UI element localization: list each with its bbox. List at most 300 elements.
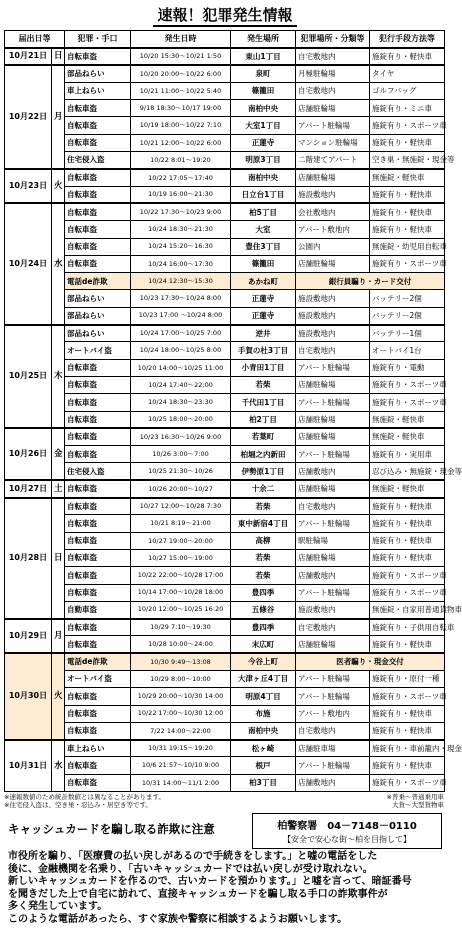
occurrence-datetime: 10/25 18:00～20:00: [131, 411, 231, 428]
crime-type: 部品ねらい: [65, 290, 131, 307]
occurrence-datetime: 10/20 15:30～10/21 1:50: [131, 48, 231, 65]
crime-site: 公園内: [296, 238, 370, 255]
crime-site: 店舗駐輪場: [296, 411, 370, 428]
header-method: 犯行手段方法等: [370, 31, 445, 48]
crime-type: 自転車盗: [65, 446, 131, 463]
table-row: [5, 152, 445, 169]
table-row: [5, 670, 445, 687]
crime-method: 施錠有り・スポーツ車: [370, 117, 445, 134]
crime-site: 店舗駐輪場: [296, 169, 370, 186]
occurrence-place: 柏堀之内新田: [231, 446, 296, 463]
occurrence-datetime: 10/26 3:00～7:00: [131, 446, 231, 463]
header-date: 届出日等: [5, 31, 65, 48]
crime-method: 施錠有り・スポーツ車: [370, 567, 445, 584]
occurrence-datetime: 10/21 12:00～10/22 6:00: [131, 134, 231, 151]
crime-site: 自宅敷地内: [296, 48, 370, 65]
warning-headline: キャッシュカードを騙し取る詐欺に注意: [8, 822, 215, 837]
warning-body-line: 多く発生しています。: [8, 901, 108, 913]
occurrence-place: 柏2丁目: [231, 411, 296, 428]
notes: [4, 793, 444, 809]
occurrence-datetime: 10/14 17:00～10/28 18:00: [131, 584, 231, 601]
occurrence-datetime: 10/20 20:00～10/22 6:00: [131, 65, 231, 82]
table-row: [5, 740, 445, 757]
occurrence-place: 正蓮寺: [231, 134, 296, 151]
table-row: [5, 532, 445, 549]
table-row: [5, 411, 445, 428]
occurrence-datetime: 10/22 17:05～17:40: [131, 169, 231, 186]
occurrence-datetime: 10/29 20:00～10/30 14:00: [131, 688, 231, 705]
table-row: [5, 653, 445, 670]
crime-type: 自転車盗: [65, 100, 131, 117]
occurrence-datetime: 10/24 18:00～10/25 8:00: [131, 342, 231, 359]
report-date: 10月27日: [5, 480, 52, 497]
crime-type: 自転車盗: [65, 549, 131, 566]
table-row: [5, 169, 445, 186]
crime-type: 自転車盗: [65, 411, 131, 428]
table-row: [5, 774, 445, 791]
table-row: [5, 636, 445, 653]
table-row: [5, 705, 445, 722]
warning-body-line: このような電話があったら、すぐ家族や警察に相談するようお願いします。: [8, 913, 348, 925]
occurrence-datetime: 10/23 17:00 ～10/24 8:00: [131, 307, 231, 324]
occurrence-datetime: 10/24 17:40～22:00: [131, 376, 231, 393]
crime-site: 施設敷地内: [296, 290, 370, 307]
day-of-week: 月: [52, 65, 65, 169]
occurrence-place: 東中新宿4丁目: [231, 515, 296, 532]
occurrence-datetime: 10/23 17:30～10/24 8:00: [131, 290, 231, 307]
occurrence-place: 大室1丁目: [231, 117, 296, 134]
occurrence-place: 若柴: [231, 549, 296, 566]
crime-type: 住宅侵入盗: [65, 152, 131, 169]
occurrence-place: 松ヶ崎: [231, 740, 296, 757]
occurrence-datetime: 10/31 14:00～11/1 2:00: [131, 774, 231, 791]
crime-method: 施錠有り・原付一種: [370, 670, 445, 687]
crime-method: 施錠有り・軽快車: [370, 636, 445, 653]
table-row: [5, 325, 445, 342]
table-row: [5, 722, 445, 739]
crime-method: 施錠有り・スポーツ車: [370, 255, 445, 272]
crime-method: 無施錠・軽快車: [370, 411, 445, 428]
occurrence-datetime: 10/20 12:00～10/25 16:20: [131, 601, 231, 618]
crime-site: アパート駐輪場: [296, 670, 370, 687]
crime-site: 自宅敷地内: [296, 498, 370, 515]
header-crime: 犯罪・手口: [65, 31, 131, 48]
crime-method: バッテリー2個: [370, 290, 445, 307]
crime-method: 施錠有り・子供用自転車: [370, 619, 445, 636]
report-date: 10月22日: [5, 65, 52, 169]
crime-site: アパート駐輪場: [296, 584, 370, 601]
table-row: [5, 757, 445, 774]
crime-type: 電話de詐欺: [65, 273, 131, 290]
crime-method: 無施錠・軽快車: [370, 428, 445, 445]
crime-type: 自転車盗: [65, 428, 131, 445]
crime-method: タイヤ: [370, 65, 445, 82]
crime-method: 無施錠・自家用普通貨物車: [370, 601, 445, 618]
crime-site: 自宅敷地内: [296, 342, 370, 359]
table-row: [5, 463, 445, 480]
table-row: [5, 82, 445, 99]
table-row: [5, 273, 445, 290]
occurrence-place: 泉町: [231, 65, 296, 82]
occurrence-datetime: 10/22 17:00～10/30 12:00: [131, 705, 231, 722]
crime-method: 施錠有り・スポーツ車: [370, 584, 445, 601]
occurrence-datetime: 10/20 14:00～10/25 11:00: [131, 359, 231, 376]
day-of-week: 水: [52, 203, 65, 324]
note-right-2: 大貨～大型貨物車: [392, 801, 444, 810]
crime-site: 駅駐輪場: [296, 532, 370, 549]
occurrence-datetime: 10/27 19:00～20:00: [131, 532, 231, 549]
crime-site: 施設敷地内: [296, 325, 370, 342]
crime-method: 無施錠・軽快車: [370, 480, 445, 497]
crime-table: [4, 30, 462, 792]
crime-site: アパート駐輪場: [296, 446, 370, 463]
occurrence-datetime: 9/18 18:30～10/17 19:00: [131, 100, 231, 117]
crime-site: アパート駐輪場: [296, 359, 370, 376]
crime-site: アパート敷地内: [296, 221, 370, 238]
table-row: [5, 65, 445, 82]
crime-site: 自宅敷地内: [296, 722, 370, 739]
crime-type: 自転車盗: [65, 515, 131, 532]
occurrence-datetime: 10/21 8:19～21:00: [131, 515, 231, 532]
occurrence-datetime: 10/23 16:30～10/26 9:00: [131, 428, 231, 445]
crime-type: 自転車盗: [65, 169, 131, 186]
table-row: [5, 117, 445, 134]
crime-site: 店舗駐車場: [296, 740, 370, 757]
table-row: [5, 428, 445, 445]
occurrence-place: 篠籠田: [231, 82, 296, 99]
occurrence-place: 明原4丁目: [231, 688, 296, 705]
occurrence-place: 末広町: [231, 636, 296, 653]
page-title: 速報！犯罪発生情報: [0, 0, 450, 30]
occurrence-datetime: 10/27 15:00～19:00: [131, 549, 231, 566]
crime-site: 店舗敷地内: [296, 774, 370, 791]
table-body: [5, 48, 462, 792]
table-row: [5, 100, 445, 117]
occurrence-place: 柏3丁目: [231, 774, 296, 791]
crime-site: 店舗駐輪場: [296, 549, 370, 566]
warning-body-line: を聞きだした上で自宅に訪れて、直接キャッシュカードを騙し取る手口の詐欺事件が: [8, 888, 388, 900]
occurrence-datetime: 10/25 21:30～10/26: [131, 463, 231, 480]
occurrence-datetime: 10/27 12:00～10/28 7:30: [131, 498, 231, 515]
crime-type: オートバイ盗: [65, 670, 131, 687]
crime-method: 施錠有り・軽快車: [370, 532, 445, 549]
crime-type: 自転車盗: [65, 722, 131, 739]
header-datetime: 発生日時: [131, 31, 231, 48]
crime-site: 施設敷地内: [296, 186, 370, 203]
police-contact: 柏警察署 04－7148－0110: [277, 821, 417, 833]
crime-method: 施錠有り・軽快車: [370, 203, 445, 220]
table-row: [5, 480, 445, 497]
crime-site: 店舗敷地内: [296, 463, 370, 480]
crime-method: 施錠有り・軽快車: [370, 48, 445, 65]
table-row: [5, 688, 445, 705]
crime-type: 自転車盗: [65, 619, 131, 636]
table-row: [5, 515, 445, 532]
crime-type: 自動車盗: [65, 601, 131, 618]
day-of-week: 月: [52, 619, 65, 654]
report-date: 10月25日: [5, 325, 52, 429]
table-row: [5, 186, 445, 203]
crime-type: 車上ねらい: [65, 740, 131, 757]
contact-row: [8, 813, 446, 849]
crime-site: 施設敷地内: [296, 307, 370, 324]
report-date: 10月29日: [5, 619, 52, 654]
crime-method: 施錠有り・スポーツ車: [370, 394, 445, 411]
crime-site: 店舗駐輪場: [296, 428, 370, 445]
crime-type: 自転車盗: [65, 117, 131, 134]
crime-type: 車上ねらい: [65, 82, 131, 99]
crime-type: 自転車盗: [65, 688, 131, 705]
crime-type: 自転車盗: [65, 532, 131, 549]
crime-site: アパート駐輪場: [296, 688, 370, 705]
crime-type: 自転車盗: [65, 584, 131, 601]
crime-method: 施錠有り・軽快車: [370, 549, 445, 566]
crime-method: バッテリー1個: [370, 325, 445, 342]
crime-type: 自転車盗: [65, 255, 131, 272]
occurrence-place: 南柏中央: [231, 100, 296, 117]
occurrence-datetime: 10/26 20:00～10/27: [131, 480, 231, 497]
occurrence-place: 伊勢原1丁目: [231, 463, 296, 480]
crime-site: 店舗駐輪場: [296, 376, 370, 393]
crime-site: 店舗駐輪場: [296, 255, 370, 272]
day-of-week: 日: [52, 48, 65, 65]
occurrence-place: 逆井: [231, 325, 296, 342]
note-left-1: ※速報数値のため統計数値とは異なることがあります。: [4, 793, 165, 802]
occurrence-place: 今谷上町: [231, 653, 296, 670]
crime-method: 無施錠・軽快車: [370, 169, 445, 186]
occurrence-datetime: 10/19 16:00～21:30: [131, 186, 231, 203]
crime-method: オートバイ1台: [370, 342, 445, 359]
occurrence-place: 手賀の杜3丁目: [231, 342, 296, 359]
occurrence-datetime: 7/22 14:00～22:00: [131, 722, 231, 739]
occurrence-datetime: 10/24 12:30～15:30: [131, 273, 231, 290]
crime-type: 自転車盗: [65, 757, 131, 774]
crime-type: オートバイ盗: [65, 342, 131, 359]
report-date: 10月23日: [5, 169, 52, 204]
crime-method: 施錠有り・軽快車: [370, 186, 445, 203]
crime-method: 施錠有り・軽快車: [370, 498, 445, 515]
crime-type: 部品ねらい: [65, 325, 131, 342]
crime-site: 自宅敷地内: [296, 82, 370, 99]
table-row: [5, 48, 445, 65]
report-date: 10月24日: [5, 203, 52, 324]
crime-type: 住宅侵入盗: [65, 463, 131, 480]
crime-type: 自転車盗: [65, 705, 131, 722]
crime-type: 自転車盗: [65, 186, 131, 203]
day-of-week: 火: [52, 653, 65, 739]
day-of-week: 木: [52, 325, 65, 429]
occurrence-datetime: 10/19 18:00～10/22 7:10: [131, 117, 231, 134]
police-slogan: 【安全で安心な街～柏を目指して】: [283, 835, 411, 845]
crime-site: 店舗敷地内: [296, 567, 370, 584]
table-row: [5, 238, 445, 255]
crime-type: 部品ねらい: [65, 307, 131, 324]
occurrence-place: 日立台1丁目: [231, 186, 296, 203]
crime-method: 施錠有り・軽快車: [370, 515, 445, 532]
occurrence-place: あかね町: [231, 273, 296, 290]
crime-type: 自転車盗: [65, 134, 131, 151]
warning-body-line: 後に、金融機関を名乗り、「古いキャッシュカードでは払い戻しが受け取れない。: [8, 863, 373, 875]
crime-method: 施錠有り・スポーツ車: [370, 688, 445, 705]
occurrence-datetime: 10/29 8:00～10:00: [131, 670, 231, 687]
warning-body: [8, 851, 446, 926]
header-site: 犯罪場所・分類等: [296, 31, 370, 48]
crime-method: 施錠有り・実用車: [370, 446, 445, 463]
crime-type: 自転車盗: [65, 480, 131, 497]
crime-type: 自転車盗: [65, 567, 131, 584]
occurrence-place: 若葉町: [231, 428, 296, 445]
table-row: [5, 255, 445, 272]
table-row: [5, 342, 445, 359]
occurrence-place: 豊住3丁目: [231, 238, 296, 255]
occurrence-datetime: 10/21 11:00～10/22 5:40: [131, 82, 231, 99]
occurrence-place: 豊四季: [231, 619, 296, 636]
occurrence-place: 根戸: [231, 757, 296, 774]
crime-site: 店舗駐輪場: [296, 480, 370, 497]
occurrence-datetime: 10/6 21:57～10/10 9:00: [131, 757, 231, 774]
crime-method: 施錠有り・軽快車: [370, 705, 445, 722]
crime-method: 施錠有り・スポーツ車: [370, 376, 445, 393]
crime-method: 施錠有り・車前籠内・現金: [370, 740, 445, 757]
crime-site: アパート駐輪場: [296, 515, 370, 532]
warning-body-line: 市役所を騙り、「医療費の払い戻しがあるので手続きをします。」と嘘の電話をした: [8, 851, 378, 863]
table-row: [5, 446, 445, 463]
crime-type: 自転車盗: [65, 221, 131, 238]
occurrence-datetime: 10/24 18:30～21:30: [131, 221, 231, 238]
crime-method: 空き巣・無施錠・現金等: [370, 152, 445, 169]
crime-type: 部品ねらい: [65, 65, 131, 82]
occurrence-place: 南柏中央: [231, 722, 296, 739]
crime-site: 会社敷地内: [296, 203, 370, 220]
report-date: 10月26日: [5, 428, 52, 480]
crime-site: アパート駐輪場: [296, 757, 370, 774]
crime-site: 店舗駐輪場: [296, 100, 370, 117]
crime-type: 自転車盗: [65, 636, 131, 653]
occurrence-place: 明原3丁目: [231, 152, 296, 169]
crime-site: マンション駐輪場: [296, 134, 370, 151]
crime-method: バッテリー2個: [370, 307, 445, 324]
crime-method: 施錠有り・軽快車: [370, 757, 445, 774]
occurrence-datetime: 10/22 17:30～10/23 9:00: [131, 203, 231, 220]
occurrence-place: 若柴: [231, 376, 296, 393]
crime-site: アパート敷地内: [296, 705, 370, 722]
day-of-week: 火: [52, 169, 65, 204]
crime-site: 施設敷地内: [296, 601, 370, 618]
occurrence-place: 布施: [231, 705, 296, 722]
day-of-week: 日: [52, 498, 65, 619]
table-row: [5, 601, 445, 618]
occurrence-place: 篠籠田: [231, 255, 296, 272]
report-date: 10月21日: [5, 48, 52, 65]
crime-site: 月極駐輪場: [296, 65, 370, 82]
table-row: [5, 619, 445, 636]
occurrence-datetime: 10/29 7:10～19:30: [131, 619, 231, 636]
occurrence-place: 十余二: [231, 480, 296, 497]
occurrence-place: 正蓮寺: [231, 290, 296, 307]
report-date: 10月30日: [5, 653, 52, 739]
table-header-row: [5, 31, 445, 48]
crime-type: 自転車盗: [65, 376, 131, 393]
crime-method: 忍び込み・無施錠・現金等: [370, 463, 445, 480]
crime-method: 施錠有り・電動: [370, 359, 445, 376]
occurrence-datetime: 10/22 22:00～10/28 17:00: [131, 567, 231, 584]
crime-type: 自転車盗: [65, 394, 131, 411]
occurrence-place: 正蓮寺: [231, 307, 296, 324]
crime-type: 自転車盗: [65, 203, 131, 220]
note-right-1: ※普乗～普通乗用車: [386, 793, 444, 802]
occurrence-datetime: 10/31 19:15～19:20: [131, 740, 231, 757]
table-row: [5, 221, 445, 238]
occurrence-datetime: 10/22 8:01～19:20: [131, 152, 231, 169]
table-row: [5, 549, 445, 566]
occurrence-place: 五條谷: [231, 601, 296, 618]
table-row: [5, 584, 445, 601]
crime-method: 無施錠・幼児用自転車: [370, 238, 445, 255]
crime-site: 二階建てアパート: [296, 152, 370, 169]
crime-type: 自転車盗: [65, 359, 131, 376]
day-of-week: 土: [52, 480, 65, 497]
table-row: [5, 307, 445, 324]
occurrence-place: 千代田1丁目: [231, 394, 296, 411]
day-of-week: 水: [52, 740, 65, 792]
occurrence-place: 若柴: [231, 498, 296, 515]
table-row: [5, 290, 445, 307]
occurrence-place: 豊四季: [231, 584, 296, 601]
occurrence-place: 東山1丁目: [231, 48, 296, 65]
occurrence-datetime: 10/24 16:00～17:30: [131, 255, 231, 272]
crime-type: 自転車盗: [65, 498, 131, 515]
occurrence-datetime: 10/24 15:20～16:30: [131, 238, 231, 255]
warning-body-line: 新しいキャッシュカードを作るので、古いカードを預かります。」と嘘を言って、暗証番号: [8, 876, 412, 888]
crime-method: 施錠有り・軽快車: [370, 722, 445, 739]
table-row: [5, 498, 445, 515]
crime-site: アパート駐輪場: [296, 394, 370, 411]
crime-method: ゴルフバッグ: [370, 82, 445, 99]
crime-type: 自転車盗: [65, 48, 131, 65]
crime-method: 施錠有り・ミニ車: [370, 100, 445, 117]
crime-detail: 銀行員騙り・カード交付: [296, 273, 445, 290]
crime-detail: 医者騙り・現金交付: [296, 653, 445, 670]
table-row: [5, 376, 445, 393]
police-box: [252, 813, 442, 849]
occurrence-place: 柏5丁目: [231, 203, 296, 220]
note-left-2: ※住宅侵入盗は、空き巣・忍込み・居空き等です。: [4, 801, 152, 810]
table-row: [5, 134, 445, 151]
crime-method: 施錠有り・スポーツ車: [370, 774, 445, 791]
crime-method: 施錠有り・軽快車: [370, 221, 445, 238]
crime-type: 自転車盗: [65, 774, 131, 791]
crime-site: アパート駐輪場: [296, 117, 370, 134]
occurrence-place: 小青田1丁目: [231, 359, 296, 376]
crime-site: 自宅敷地内: [296, 619, 370, 636]
table-row: [5, 567, 445, 584]
occurrence-place: 若柴: [231, 567, 296, 584]
occurrence-place: 大津ヶ丘4丁目: [231, 670, 296, 687]
occurrence-datetime: 10/24 17:00～10/25 7:00: [131, 325, 231, 342]
header-place: 発生場所: [231, 31, 296, 48]
crime-type: 自転車盗: [65, 238, 131, 255]
report-date: 10月28日: [5, 498, 52, 619]
occurrence-place: 大室: [231, 221, 296, 238]
crime-type: 電話de詐欺: [65, 653, 131, 670]
table-row: [5, 394, 445, 411]
day-of-week: 金: [52, 428, 65, 480]
crime-method: 施錠有り・軽快車: [370, 134, 445, 151]
crime-site: 店舗駐輪場: [296, 636, 370, 653]
table-row: [5, 359, 445, 376]
table-row: [5, 203, 445, 220]
occurrence-place: 高柳: [231, 532, 296, 549]
